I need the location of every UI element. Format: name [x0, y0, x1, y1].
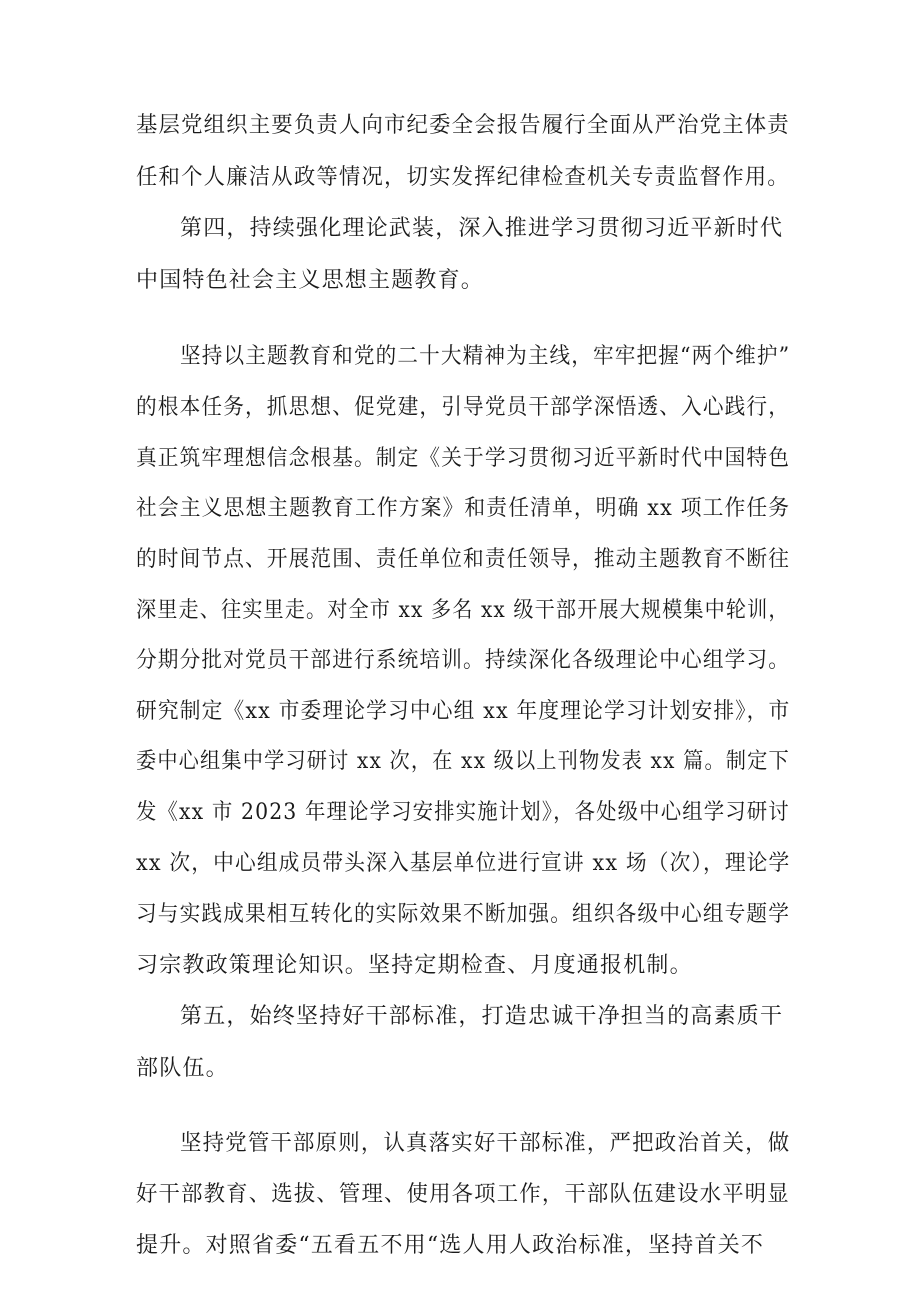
section-heading-4-cont: 中国特色社会主义思想主题教育。 — [136, 268, 485, 293]
text-line: 深里走、往实里走。对全市 xx 多名 xx 级干部开展大规模集中轮训， — [136, 598, 790, 623]
text-line: 坚持以主题教育和党的二十大精神为主线，牢牢把握“两个维护” — [180, 344, 791, 369]
text-line: 研究制定《xx 市委理论学习中心组 xx 年度理论学习计划安排》，市 — [136, 699, 791, 724]
text-line: 委中心组集中学习研讨 xx 次，在 xx 级以上刊物发表 xx 篇。制定下 — [136, 749, 790, 774]
text-line: xx 次，中心组成员带头深入基层单位进行宣讲 xx 场（次），理论学 — [136, 851, 791, 876]
text-line: 习与实践成果相互转化的实际效果不断加强。组织各级中心组专题学 — [136, 902, 791, 927]
text-line: 好干部教育、选拔、管理、使用各项工作，干部队伍建设水平明显 — [136, 1182, 790, 1207]
text-line: 习宗教政策理论知识。坚持定期检查、月度通报机制。 — [136, 953, 693, 978]
text-line: 任和个人廉洁从政等情况，切实发挥纪律检查机关专责监督作用。 — [136, 165, 790, 190]
text-line: 基层党组织主要负责人向市纪委全会报告履行全面从严治党主体责 — [136, 113, 790, 138]
section-heading-5: 第五，始终坚持好干部标准，打造忠诚干净担当的高素质干 — [180, 1004, 784, 1029]
text-line: 社会主义思想主题教育工作方案》和责任清单，明确 xx 项工作任务 — [136, 496, 791, 521]
section-heading-5-cont: 部队伍。 — [136, 1056, 229, 1081]
text-line: 真正筑牢理想信念根基。制定《关于学习贯彻习近平新时代中国特色 — [136, 446, 791, 471]
text-line: 的根本任务，抓思想、促党建，引导党员干部学深悟透、入心践行， — [136, 395, 791, 420]
section-heading-4: 第四，持续强化理论武装，深入推进学习贯彻习近平新时代 — [180, 216, 784, 241]
text-line: 的时间节点、开展范围、责任单位和责任领导，推动主题教育不断往 — [136, 547, 791, 572]
text-line: 坚持党管干部原则，认真落实好干部标准，严把政治首关，做 — [180, 1131, 791, 1156]
text-line: 提升。对照省委“五看五不用“选人用人政治标准，坚持首关不 — [136, 1233, 765, 1258]
text-line: 分期分批对党员干部进行系统培训。持续深化各级理论中心组学习。 — [136, 648, 791, 673]
text-line: 发《xx 市 2023 年理论学习安排实施计划》，各处级中心组学习研讨 — [136, 800, 790, 825]
